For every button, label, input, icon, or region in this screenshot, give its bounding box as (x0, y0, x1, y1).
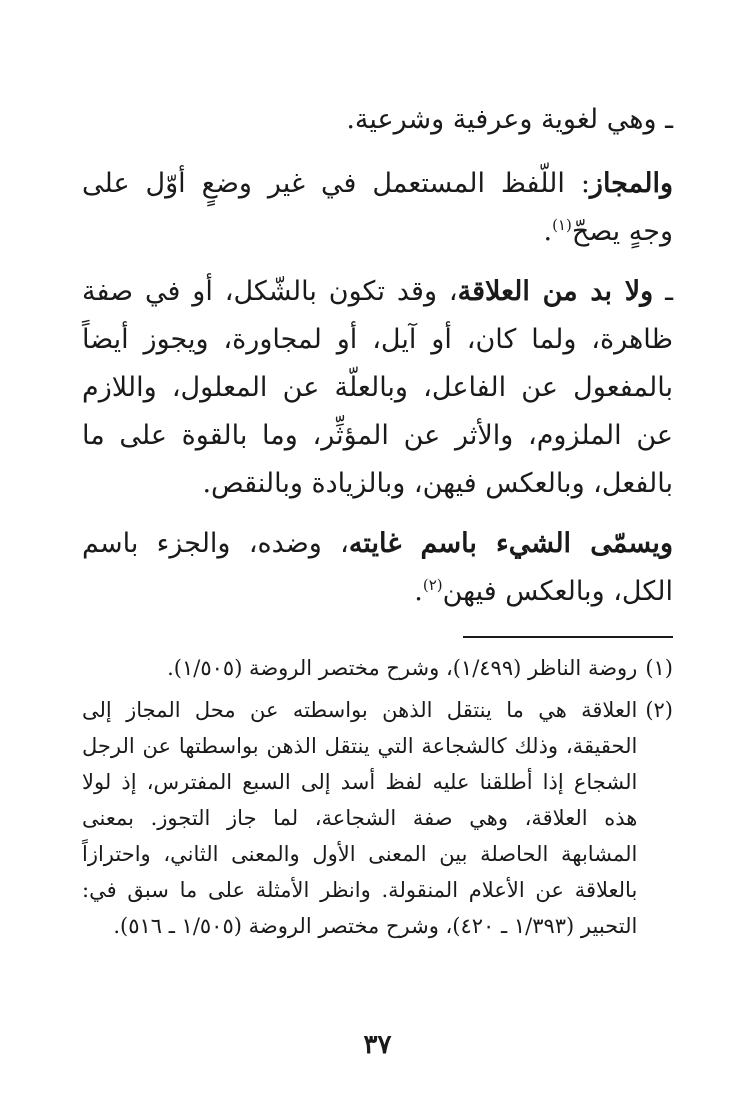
main-text (82, 96, 673, 616)
term-majaz: والمجاز (589, 168, 673, 199)
paragraph-majaz-definition (82, 160, 673, 256)
footnote-number: (٢) (645, 698, 673, 722)
footnotes (82, 650, 673, 950)
footnote-ref-2[interactable]: (٢) (422, 576, 443, 594)
paragraph-alaqa (82, 268, 673, 508)
footnote-1 (82, 650, 673, 686)
alaqa-text: ، وقد تكون بالشّكل، أو في صفة ظاهرة، ولما كان، أو آيل، أو لمجاورة، ويجوز أيضاً بالمفعول عن الفاعل، وبالعلّة عن المعلول، واللازم عن الملزوم، والأثر عن المؤثِّر، وما بالقوة على ما بالفعل، وبالعكس فيهن، وبالزيادة وبالنقص. (82, 276, 673, 499)
footnote-divider (463, 636, 673, 638)
footnote-2 (82, 692, 673, 944)
paragraph-naming (82, 520, 673, 616)
footnote-text: العلاقة هي ما ينتقل الذهن بواسطته عن محل المجاز إلى الحقيقة، وذلك كالشجاعة التي ينتقل الذهن بواسطتها عن الرجل الشجاع إذا أطلقنا عليه لفظ أسد إلى السبع المفترس، إذ لولا هذه العلاقة، وهي صفة الشجاعة، لما جاز التجوز. بمعنى المشابهة الحاصلة بين المعنى الأول والمعنى الثاني، واحترازاً بالعلاقة عن الأعلام المنقولة. وانظر الأمثلة على ما سبق في: التحبير (١/٣٩٣ ـ ٤٢٠)، وشرح مختصر الروضة (١/٥٠٥ ـ ٥١٦). (82, 698, 638, 938)
types-text: ـ وهي لغوية وعرفية وشرعية. (346, 104, 673, 135)
term-naming: ويسمّى الشيء باسم غايته (348, 528, 673, 559)
majaz-definition-text: : اللّفظ المستعمل في غير وضعٍ أوّل على وجهٍ يصحّ (82, 168, 673, 247)
footnote-number: (١) (645, 656, 673, 680)
alaqa-dash: ـ (653, 276, 673, 307)
page-number: ٣٧ (363, 1030, 392, 1060)
footnote-text: روضة الناظر (١/٤٩٩)، وشرح مختصر الروضة (١/٥٠٥). (167, 656, 638, 680)
footnote-ref-1[interactable]: (١) (552, 216, 572, 234)
naming-end: . (414, 576, 423, 607)
paragraph-types (82, 96, 673, 144)
naming-text: ، وضده، والجزء باسم الكل، وبالعكس فيهن (82, 528, 673, 607)
majaz-end: . (543, 216, 553, 247)
term-alaqa: ولا بد من العلاقة (457, 276, 654, 307)
